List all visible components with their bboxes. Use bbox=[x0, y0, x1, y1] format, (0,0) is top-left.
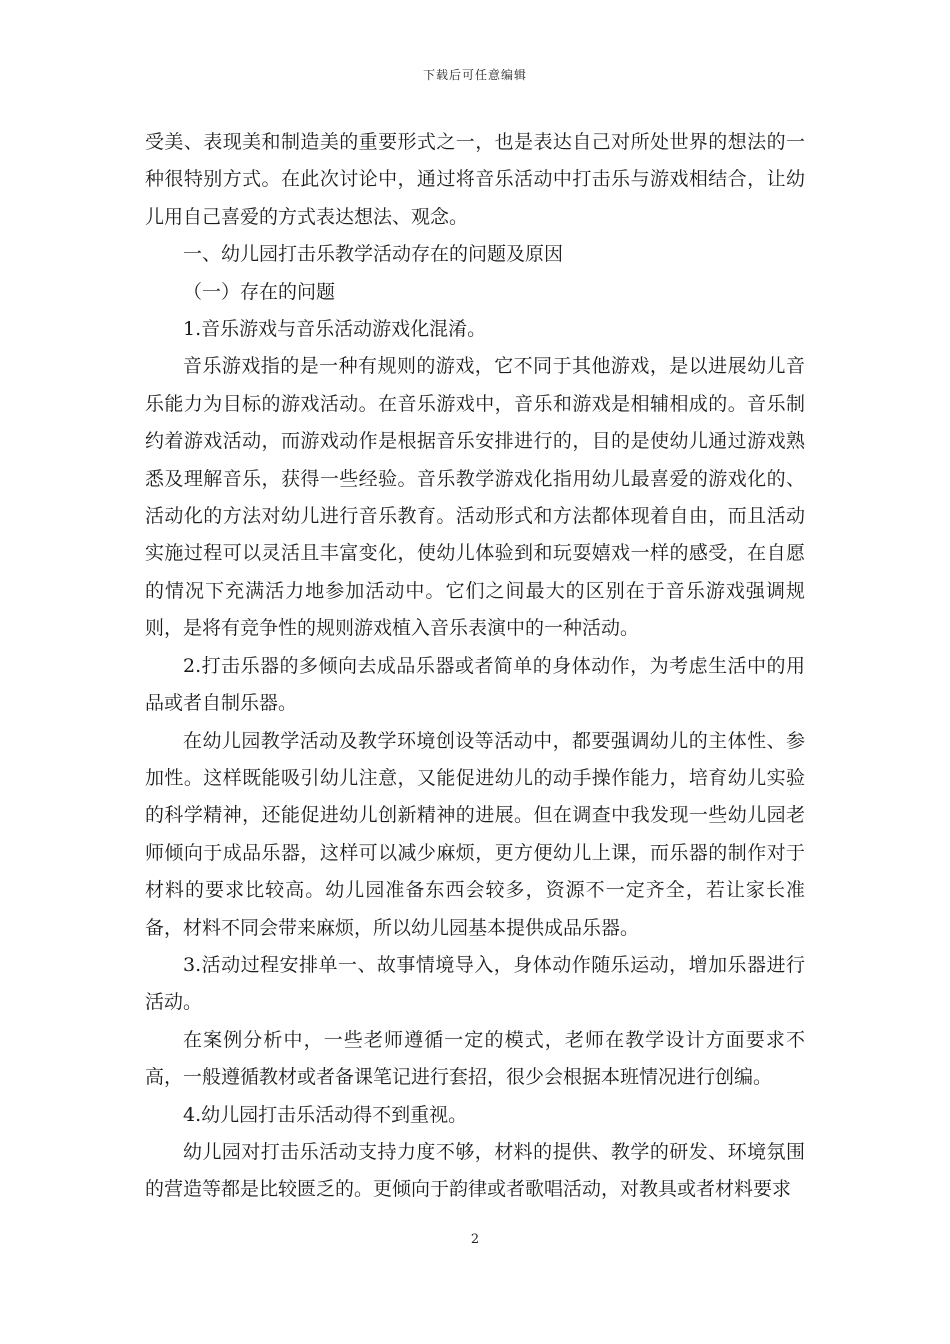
page-header: 下载后可任意编辑 bbox=[422, 68, 527, 82]
numbered-point: 1.音乐游戏与音乐活动游戏化混淆。 bbox=[183, 318, 487, 341]
numbered-point: 4.幼儿园打击乐活动得不到重视。 bbox=[183, 1103, 468, 1126]
subsection-heading: （一）存在的问题 bbox=[183, 280, 336, 303]
document-body bbox=[145, 124, 805, 1209]
paragraph: 在案例分析中，一些老师遵循一定的模式，老师在教学设计方面要求不高，一般遵循教材或者备课笔记进行套招，很少会根据本班情况进行创编。 bbox=[145, 1028, 805, 1089]
paragraph: 在幼儿园教学活动及教学环境创设等活动中，都要强调幼儿的主体性、参加性。这样既能吸引幼儿注意，又能促进幼儿的动手操作能力，培育幼儿实验的科学精神，还能促进幼儿创新精神的进展。但在调查中我发现一些幼儿园老师倾向于成品乐器，这样可以减少麻烦，更方便幼儿上课，而乐器的制作对于材料的要求比较高。幼儿园准备东西会较多，资源不一定齐全，若让家长准备，材料不同会带来麻烦，所以幼儿园基本提供成品乐器。 bbox=[145, 729, 805, 939]
numbered-point: 3.活动过程安排单一、故事情境导入，身体动作随乐运动，增加乐器进行活动。 bbox=[145, 953, 805, 1014]
page-number: 2 bbox=[470, 1232, 480, 1247]
paragraph: 幼儿园对打击乐活动支持力度不够，材料的提供、教学的研发、环境氛围的营造等都是比较匮乏的。更倾向于韵律或者歌唱活动，对教具或者材料要求 bbox=[145, 1140, 805, 1201]
paragraph: 受美、表现美和制造美的重要形式之一，也是表达自己对所处世界的想法的一种很特别方式。在此次讨论中，通过将音乐活动中打击乐与游戏相结合，让幼儿用自己喜爱的方式表达想法、观念。 bbox=[145, 131, 805, 228]
numbered-point: 2.打击乐器的多倾向去成品乐器或者简单的身体动作，为考虑生活中的用品或者自制乐器。 bbox=[145, 654, 805, 715]
paragraph: 音乐游戏指的是一种有规则的游戏，它不同于其他游戏，是以进展幼儿音乐能力为目标的游戏活动。在音乐游戏中，音乐和游戏是相辅相成的。音乐制约着游戏活动，而游戏动作是根据音乐安排进行的，目的是使幼儿通过游戏熟悉及理解音乐，获得一些经验。音乐教学游戏化指用幼儿最喜爱的游戏化的、活动化的方法对幼儿进行音乐教育。活动形式和方法都体现着自由，而且活动实施过程可以灵活且丰富变化，使幼儿体验到和玩耍嬉戏一样的感受，在自愿的情况下充满活力地参加活动中。它们之间最大的区别在于音乐游戏强调规则，是将有竞争性的规则游戏植入音乐表演中的一种活动。 bbox=[145, 355, 805, 640]
section-heading: 一、幼儿园打击乐教学活动存在的问题及原因 bbox=[183, 243, 564, 266]
